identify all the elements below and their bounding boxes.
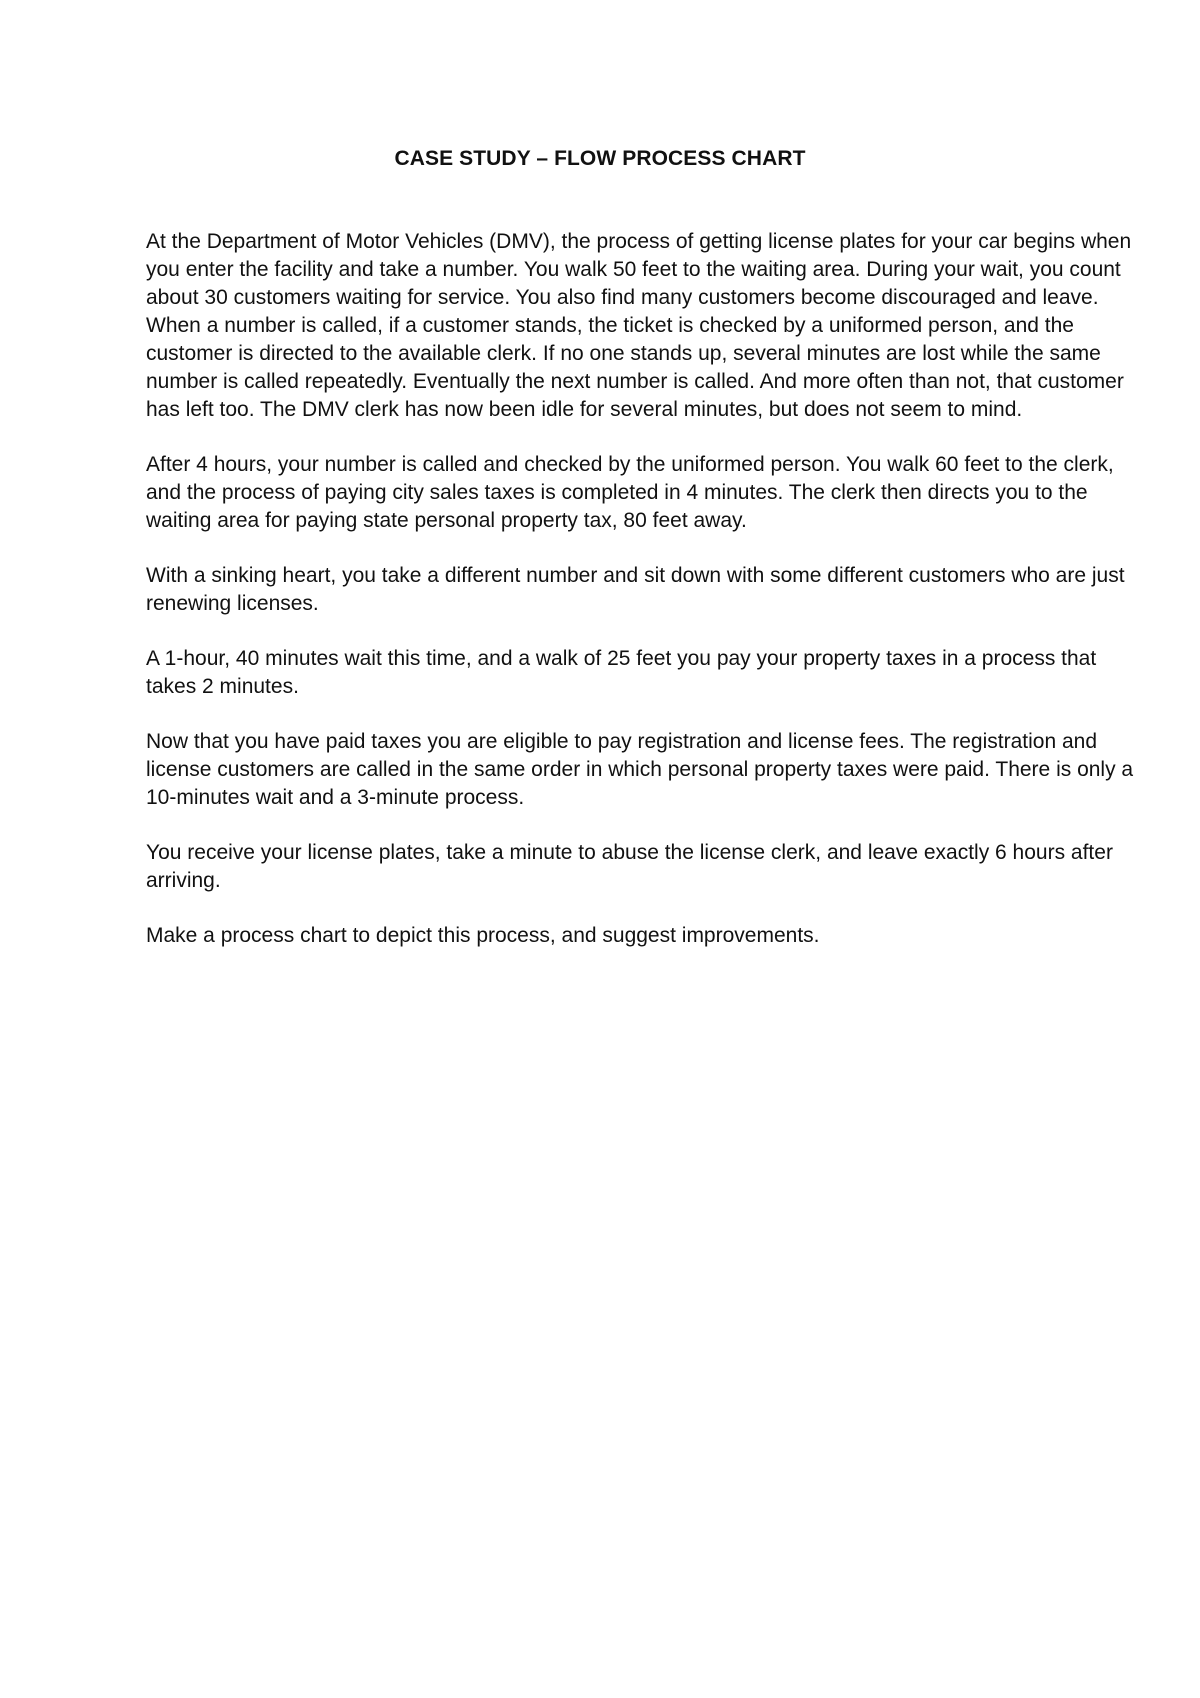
- paragraph-dmv-process: At the Department of Motor Vehicles (DMV), the process of getting license plates for your car begins when you enter the facility and take a number. You walk 50 feet to the waiting area. During your wait, you count about 30 customers waiting for service. You also find many customers become discouraged and leave. When a number is called, if a customer stands, the ticket is checked by a uniformed person, and the customer is directed to the available clerk. If no one stands up, several minutes are lost while the same number is called repeatedly. Eventually the next number is called. And more often than not, that customer has left too. The DMV clerk has now been idle for several minutes, but does not seem to mind.: [146, 230, 1132, 421]
- document-title: CASE STUDY – FLOW PROCESS CHART: [394, 147, 806, 170]
- paragraph-receive-plates: You receive your license plates, take a minute to abuse the license clerk, and leave exactly 6 hours after arriving.: [146, 841, 1113, 892]
- paragraph-assignment: Make a process chart to depict this process, and suggest improvements.: [146, 924, 820, 947]
- paragraph-sinking-heart: With a sinking heart, you take a different number and sit down with some different customers who are just renewing licenses.: [146, 564, 1125, 615]
- document-body: [146, 228, 1136, 977]
- paragraph-after-4-hours: After 4 hours, your number is called and checked by the uniformed person. You walk 60 feet to the clerk, and the process of paying city sales taxes is completed in 4 minutes. The clerk then directs you to the waiting area for paying state personal property tax, 80 feet away.: [146, 453, 1114, 532]
- paragraph-second-wait: A 1-hour, 40 minutes wait this time, and a walk of 25 feet you pay your property taxes in a process that takes 2 minutes.: [146, 647, 1097, 698]
- paragraph-registration-fees: Now that you have paid taxes you are eligible to pay registration and license fees. The registration and license customers are called in the same order in which personal property taxes were paid. There is only a 10-minutes wait and a 3-minute process.: [146, 730, 1134, 809]
